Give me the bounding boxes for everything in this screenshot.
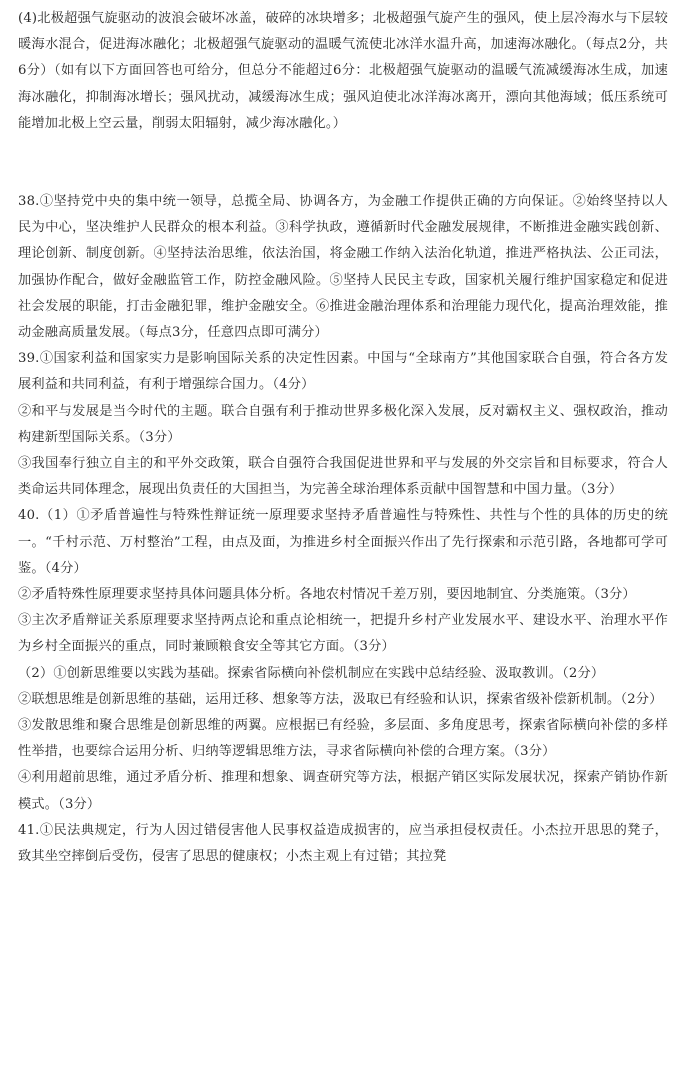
q40-1-point-1: 40.（1）①矛盾普遍性与特殊性辩证统一原理要求坚持矛盾普遍性与特殊性、共性与个性的具体的历史的统一。“千村示范、万村整治”工程，由点及面，为推进乡村全面振兴作出了先行探索和示范引路，各地都可学可鉴。（4分） bbox=[18, 508, 668, 576]
q40-1-point-2: ②矛盾特殊性原理要求坚持具体问题具体分析。各地农村情况千差万别，要因地制宜、分类施策。（3分） bbox=[18, 587, 636, 603]
section-gap bbox=[18, 137, 668, 189]
q40-2-point-3: ③发散思维和聚合思维是创新思维的两翼。应根据已有经验，多层面、多角度思考，探索省际横向补偿的多样性举措，也要综合运用分析、归纳等逻辑思维方法，寻求省际横向补偿的合理方案。（3分） bbox=[18, 718, 668, 760]
q40-2-point-2: ②联想思维是创新思维的基础，运用迁移、想象等方法，汲取已有经验和认识，探索省级补偿新机制。（2分） bbox=[18, 691, 663, 707]
q41-answer: 41.①民法典规定，行为人因过错侵害他人民事权益造成损害的，应当承担侵权责任。小杰拉开思思的凳子，致其坐空摔倒后受伤，侵害了思思的健康权；小杰主观上有过错；其拉凳 bbox=[18, 822, 668, 865]
q38-answer: 38.①坚持党中央的集中统一领导，总揽全局、协调各方，为金融工作提供正确的方向保证。②始终坚持以人民为中心，坚决维护人民群众的根本利益。③科学执政，遵循新时代金融发展规律，不断推进金融实践创新、理论创新、制度创新。④坚持法治思维，依法治国，将金融工作纳入法治化轨道，推进严格执法、公正司法，加强协作配合，做好金融监管工作，防控金融风险。⑤坚持人民民主专政，国家机关履行维护国家稳定和促进社会发展的职能，打击金融犯罪，维护金融安全。⑥推进金融治理体系和治理能力现代化，提高治理效能，推动金融高质量发展。（每点3分，任意四点即可满分） bbox=[18, 194, 668, 341]
q39-point-2: ②和平与发展是当今时代的主题。联合自强有利于推动世界多极化深入发展，反对霸权主义、强权政治，推动构建新型国际关系。（3分） bbox=[18, 403, 668, 445]
q40-2-point-1: （2）①创新思维要以实践为基础。探索省际横向补偿机制应在实践中总结经验、汲取教训。（2分） bbox=[18, 665, 605, 681]
q40-2-point-4: ④利用超前思维，通过矛盾分析、推理和想象、调查研究等方法，根据产销区实际发展状况，探索产销协作新模式。（3分） bbox=[18, 770, 668, 812]
q39-point-3: ③我国奉行独立自主的和平外交政策，联合自强符合我国促进世界和平与发展的外交宗旨和目标要求，符合人类命运共同体理念，展现出负责任的大国担当，为完善全球治理体系贡献中国智慧和中国力量。（3分） bbox=[18, 456, 668, 498]
q40-1-point-3: ③主次矛盾辩证关系原理要求坚持两点论和重点论相统一，把提升乡村产业发展水平、建设水平、治理水平作为乡村全面振兴的重点，同时兼顾粮食安全等其它方面。（3分） bbox=[18, 613, 668, 655]
q39-point-1: 39.①国家利益和国家实力是影响国际关系的决定性因素。中国与“全球南方”其他国家联合自强，符合各方发展利益和共同利益，有利于增强综合国力。（4分） bbox=[18, 351, 668, 393]
geo-q4-answer: (4)北极超强气旋驱动的波浪会破坏冰盖，破碎的冰块增多；北极超强气旋产生的强风，使上层冷海水与下层较暖海水混合，促进海冰融化；北极超强气旋驱动的温暖气流使北冰洋水温升高，加速海冰融化。（每点2分，共6分）（如有以下方面回答也可给分，但总分不能超过6分：北极超强气旋驱动的温暖气流减缓海冰生成，加速海冰融化，抑制海冰增长；强风扰动，减缓海冰生成；强风迫使北冰洋海冰离开，漂向其他海域；低压系统可能增加北极上空云量，削弱太阳辐射，减少海冰融化。） bbox=[18, 11, 668, 131]
